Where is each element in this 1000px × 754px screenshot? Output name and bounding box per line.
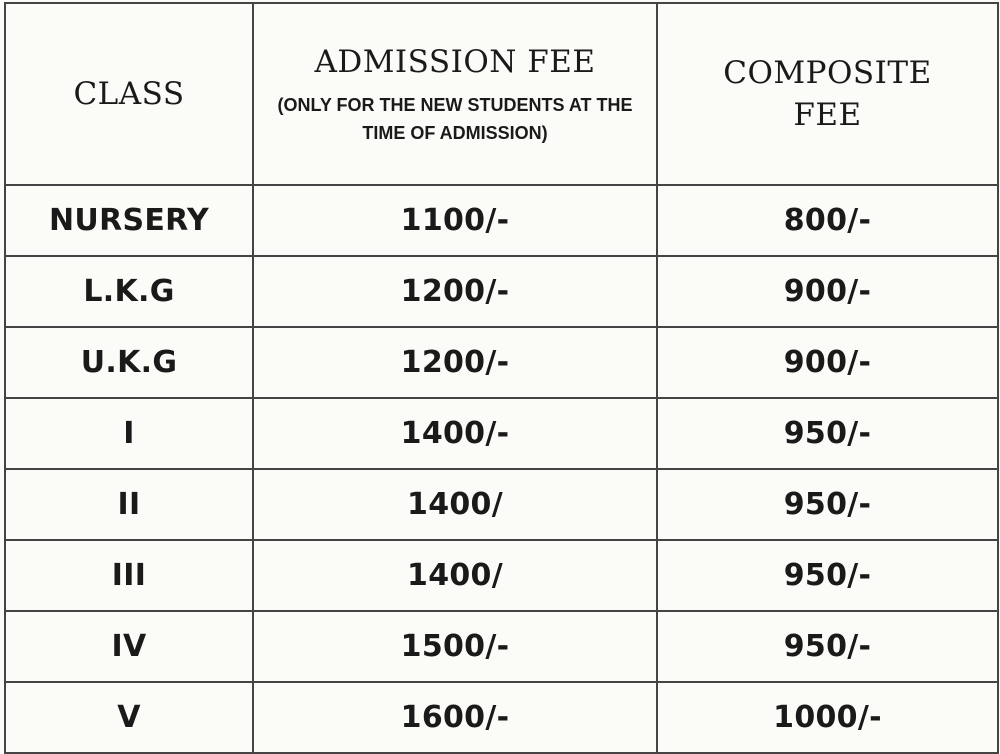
table-row — [5, 682, 998, 753]
table-header-row — [5, 3, 998, 185]
header-admission-fee — [253, 3, 657, 185]
class-cell: L.K.G — [5, 256, 253, 327]
header-admission-fee-label: ADMISSION FEE — [314, 44, 596, 80]
header-admission-note: (ONLY FOR THE NEW STUDENTS AT THE TIME OF ADMISSION) — [277, 95, 633, 143]
admission-fee-cell: 1200/- — [253, 256, 657, 327]
header-class-label: CLASS — [73, 76, 185, 112]
table-row — [5, 327, 998, 398]
class-cell: IV — [5, 611, 253, 682]
admission-fee-cell: 1400/ — [253, 540, 657, 611]
composite-fee-cell: 950/- — [657, 469, 998, 540]
admission-fee-cell: 1500/- — [253, 611, 657, 682]
header-class — [5, 3, 253, 185]
composite-fee-cell: 800/- — [657, 185, 998, 256]
admission-fee-cell: 1200/- — [253, 327, 657, 398]
composite-fee-cell: 950/- — [657, 398, 998, 469]
header-composite-fee-label: COMPOSITE FEE — [723, 55, 932, 133]
composite-fee-cell: 950/- — [657, 540, 998, 611]
class-cell: III — [5, 540, 253, 611]
class-cell: NURSERY — [5, 185, 253, 256]
fee-table — [4, 2, 999, 754]
class-cell: I — [5, 398, 253, 469]
table-row — [5, 256, 998, 327]
admission-fee-cell: 1100/- — [253, 185, 657, 256]
composite-fee-cell: 900/- — [657, 327, 998, 398]
class-cell: II — [5, 469, 253, 540]
table-row — [5, 611, 998, 682]
class-cell: V — [5, 682, 253, 753]
header-composite-fee — [657, 3, 998, 185]
class-cell: U.K.G — [5, 327, 253, 398]
admission-fee-cell: 1600/- — [253, 682, 657, 753]
admission-fee-cell: 1400/ — [253, 469, 657, 540]
table-row — [5, 185, 998, 256]
table-row — [5, 398, 998, 469]
composite-fee-cell: 900/- — [657, 256, 998, 327]
composite-fee-cell: 950/- — [657, 611, 998, 682]
admission-fee-cell: 1400/- — [253, 398, 657, 469]
composite-fee-cell: 1000/- — [657, 682, 998, 753]
table-row — [5, 469, 998, 540]
table-row — [5, 540, 998, 611]
